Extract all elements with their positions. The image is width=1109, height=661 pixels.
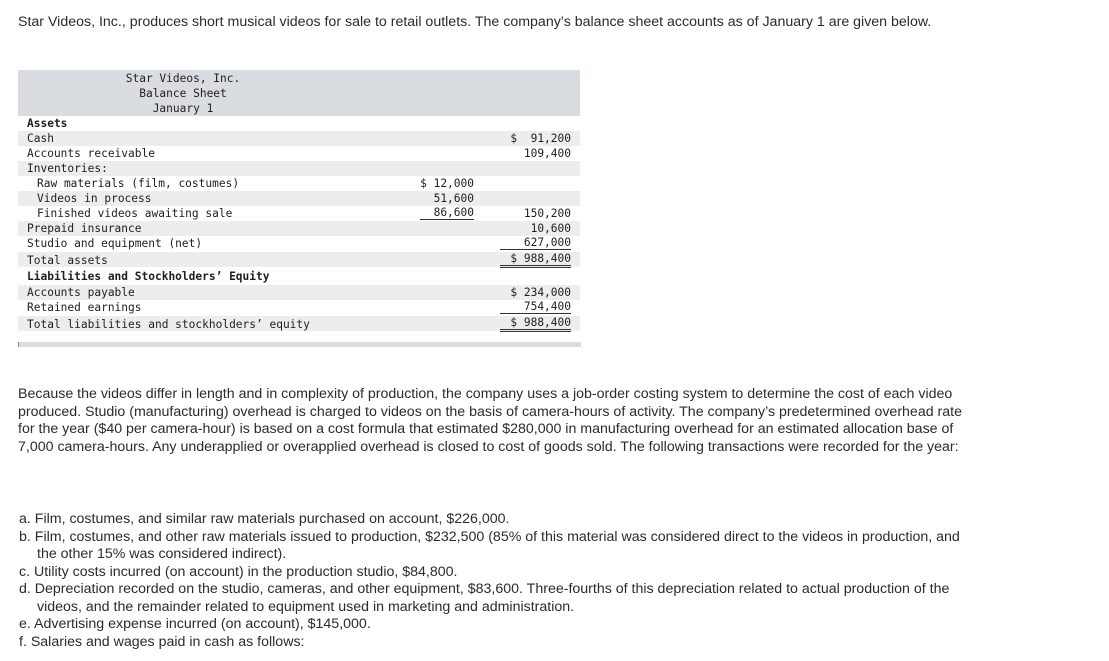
row-subtotal: 150,200	[523, 207, 571, 220]
balance-sheet-table	[18, 70, 580, 347]
row-label: Studio and equipment (net)	[27, 237, 203, 250]
costing-paragraph: Because the videos differ in length and in complexity of production, the company uses a job-order costing system to determine the cost of each video produced. Studio (manufacturing) overhead is charged to videos on the basis of camera-hours of activity. The company’s predetermined overhead rate for the year ($40 per camera-hour) is based on a cost formula that estimated $280,000 in manufacturing overhead for an estimated allocation base of 7,000 camera-hours. Any underapplied or overapplied overhead is closed to cost of goods sold. The following transactions were recorded for the year:	[18, 386, 962, 455]
row-amount: 10,600	[530, 222, 571, 235]
list-item: b. Film, costumes, and other raw materials issued to production, $232,500 (85% of this material was considered direct to the videos in production, and the other 15% was considered indirect).	[19, 528, 960, 562]
list-item: a. Film, costumes, and similar raw materials purchased on account, $226,000.	[19, 511, 510, 527]
table-row	[18, 252, 580, 267]
row-amount: 51,600	[433, 192, 474, 205]
row-total: $ 988,400	[500, 316, 571, 332]
row-amount: 86,600	[420, 206, 474, 220]
table-row	[18, 191, 580, 206]
table-row	[18, 285, 580, 300]
table-row	[18, 236, 580, 251]
table-row	[18, 316, 580, 331]
list-item: f. Salaries and wages paid in cash as follows:	[19, 633, 305, 650]
row-label: Accounts receivable	[27, 147, 155, 160]
table-row	[18, 206, 580, 221]
row-amount: $ 12,000	[420, 177, 474, 190]
table-row	[18, 176, 580, 191]
intro-paragraph: Star Videos, Inc., produces short musical videos for sale to retail outlets. The company’s balance sheet accounts as of January 1 are given below.	[18, 14, 932, 30]
row-label: Videos in process	[37, 192, 152, 205]
table-row	[18, 161, 580, 176]
list-item: c. Utility costs incurred (on account) in the production studio, $84,800.	[19, 563, 458, 580]
table-row	[18, 146, 580, 161]
list-item: e. Advertising expense incurred (on account), $145,000.	[19, 616, 371, 632]
table-footer-bar	[18, 342, 581, 347]
row-amount: $ 234,000	[510, 286, 571, 299]
row-amount: 109,400	[523, 147, 571, 160]
row-total: $ 988,400	[500, 252, 571, 268]
row-label: Retained earnings	[27, 301, 142, 314]
list-item: d. Depreciation recorded on the studio, cameras, and other equipment, $83,600. Three-fourths of this depreciation related to actual production of the videos, and the remainder related to equipment used in marketing and administration.	[19, 581, 950, 615]
row-label: Prepaid insurance	[27, 222, 142, 235]
row-amount: 754,400	[500, 300, 571, 314]
assets-heading: Assets	[27, 117, 68, 130]
row-label: Raw materials (film, costumes)	[37, 177, 240, 190]
liabilities-heading: Liabilities and Stockholders’ Equity	[27, 270, 270, 283]
statement-title: Balance Sheet	[139, 87, 227, 100]
row-amount: 627,000	[500, 236, 571, 250]
row-label: Total assets	[27, 254, 108, 267]
row-label: Total liabilities and stockholders’ equity	[27, 318, 310, 331]
row-label: Accounts payable	[27, 286, 135, 299]
row-label: Finished videos awaiting sale	[37, 207, 233, 220]
company-name: Star Videos, Inc.	[125, 72, 241, 85]
row-label: Cash	[27, 132, 54, 145]
transactions-list	[19, 511, 979, 651]
balance-sheet-header	[18, 70, 580, 116]
statement-date: January 1	[152, 102, 214, 115]
table-row	[18, 300, 580, 315]
table-row	[18, 221, 580, 236]
row-label: Inventories:	[27, 162, 108, 175]
table-row	[18, 131, 580, 146]
row-amount: $ 91,200	[510, 132, 571, 145]
